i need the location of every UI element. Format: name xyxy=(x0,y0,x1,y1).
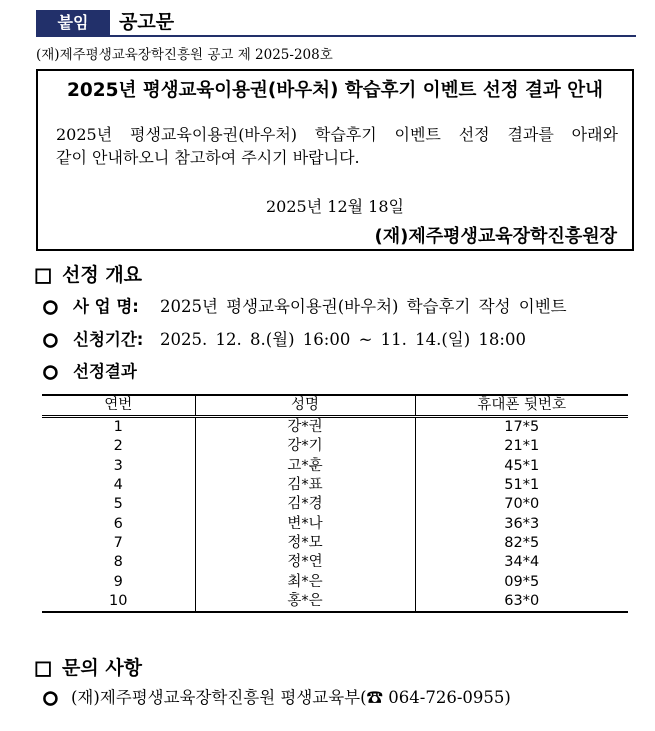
item-value: 2025. 12. 8.(월) 16:00 ~ 11. 14.(일) 18:00 xyxy=(160,330,526,349)
notice-body-line: 2025년 평생교육이용권(바우처) 학습후기 이벤트 선정 결과를 아래와 xyxy=(56,125,618,144)
document-type-title: 공고문 xyxy=(119,11,175,33)
notice-number: (재)제주평생교육장학진흥원 공고 제 2025-208호 xyxy=(36,47,333,63)
contact-text: (재)제주평생교육장학진흥원 평생교육부(☎ 064-726-0955) xyxy=(71,688,511,707)
cell-name: 변*나 xyxy=(195,514,415,533)
table-row xyxy=(42,534,628,553)
table-header-row xyxy=(42,395,628,417)
column-header-number: 연번 xyxy=(42,395,195,417)
notice-title: 2025년 평생교육이용권(바우처) 학습후기 이벤트 선정 결과 안내 xyxy=(67,80,603,101)
cell-number: 7 xyxy=(113,534,123,551)
item-label: 신청기간: xyxy=(73,330,144,349)
selection-results-table xyxy=(42,394,628,613)
cell-name: 강*권 xyxy=(195,417,415,438)
table-row xyxy=(42,457,628,476)
cell-name: 고*훈 xyxy=(195,457,415,476)
cell-number: 10 xyxy=(109,592,128,609)
cell-name: 김*표 xyxy=(195,476,415,495)
cell-number: 3 xyxy=(113,457,123,474)
cell-name: 최*은 xyxy=(195,572,415,591)
table-row xyxy=(42,514,628,533)
attachment-tag-label: 붙임 xyxy=(57,13,89,32)
notice-body-line: 같이 안내하오니 참고하여 주시기 바랍니다. xyxy=(56,148,360,167)
item-label: 사 업 명: xyxy=(73,297,139,316)
cell-phone-suffix: 45*1 xyxy=(415,457,628,476)
cell-name: 정*모 xyxy=(195,534,415,553)
section-heading-contact: 문의 사항 xyxy=(62,657,143,679)
square-bullet-icon: □ xyxy=(34,264,52,286)
table-row xyxy=(42,495,628,514)
cell-phone-suffix: 63*0 xyxy=(415,592,628,612)
cell-number: 4 xyxy=(113,477,123,494)
notice-date: 2025년 12월 18일 xyxy=(266,197,404,216)
column-header-phone-suffix: 휴대폰 뒷번호 xyxy=(415,395,628,417)
attachment-tag xyxy=(36,10,110,35)
table-row xyxy=(42,553,628,572)
cell-phone-suffix: 09*5 xyxy=(415,572,628,591)
section-heading-overview: 선정 개요 xyxy=(62,264,143,286)
cell-phone-suffix: 34*4 xyxy=(415,553,628,572)
circle-bullet-icon: ○ xyxy=(43,297,58,317)
item-label: 선정결과 xyxy=(73,362,137,381)
cell-phone-suffix: 51*1 xyxy=(415,476,628,495)
cell-phone-suffix: 21*1 xyxy=(415,437,628,456)
cell-number: 8 xyxy=(113,554,123,571)
overview-item-project-name xyxy=(0,296,655,318)
overview-item-selection-results xyxy=(0,361,655,383)
header-divider xyxy=(36,35,636,37)
circle-bullet-icon: ○ xyxy=(43,362,58,382)
item-value: 2025년 평생교육이용권(바우처) 학습후기 작성 이벤트 xyxy=(160,297,567,316)
cell-name: 강*기 xyxy=(195,437,415,456)
notice-issuer: (재)제주평생교육장학진흥원장 xyxy=(374,226,617,247)
cell-phone-suffix: 70*0 xyxy=(415,495,628,514)
table-row xyxy=(42,437,628,456)
cell-name: 김*경 xyxy=(195,495,415,514)
cell-number: 5 xyxy=(113,496,123,513)
overview-item-application-period xyxy=(0,329,655,351)
cell-number: 9 xyxy=(113,573,123,590)
table-row xyxy=(42,572,628,591)
column-header-name: 성명 xyxy=(195,395,415,417)
cell-phone-suffix: 17*5 xyxy=(415,417,628,438)
square-bullet-icon: □ xyxy=(34,657,52,679)
cell-name: 정*연 xyxy=(195,553,415,572)
notice-box xyxy=(36,69,634,251)
cell-number: 6 xyxy=(113,515,123,532)
contact-item xyxy=(0,687,655,709)
table-row xyxy=(42,592,628,612)
cell-number: 2 xyxy=(113,438,123,455)
cell-number: 1 xyxy=(113,419,123,436)
table-row xyxy=(42,417,628,438)
cell-phone-suffix: 36*3 xyxy=(415,514,628,533)
circle-bullet-icon: ○ xyxy=(43,330,58,350)
circle-bullet-icon: ○ xyxy=(43,688,58,708)
table-row xyxy=(42,476,628,495)
cell-name: 홍*은 xyxy=(195,592,415,612)
cell-phone-suffix: 82*5 xyxy=(415,534,628,553)
table-body xyxy=(42,417,628,612)
